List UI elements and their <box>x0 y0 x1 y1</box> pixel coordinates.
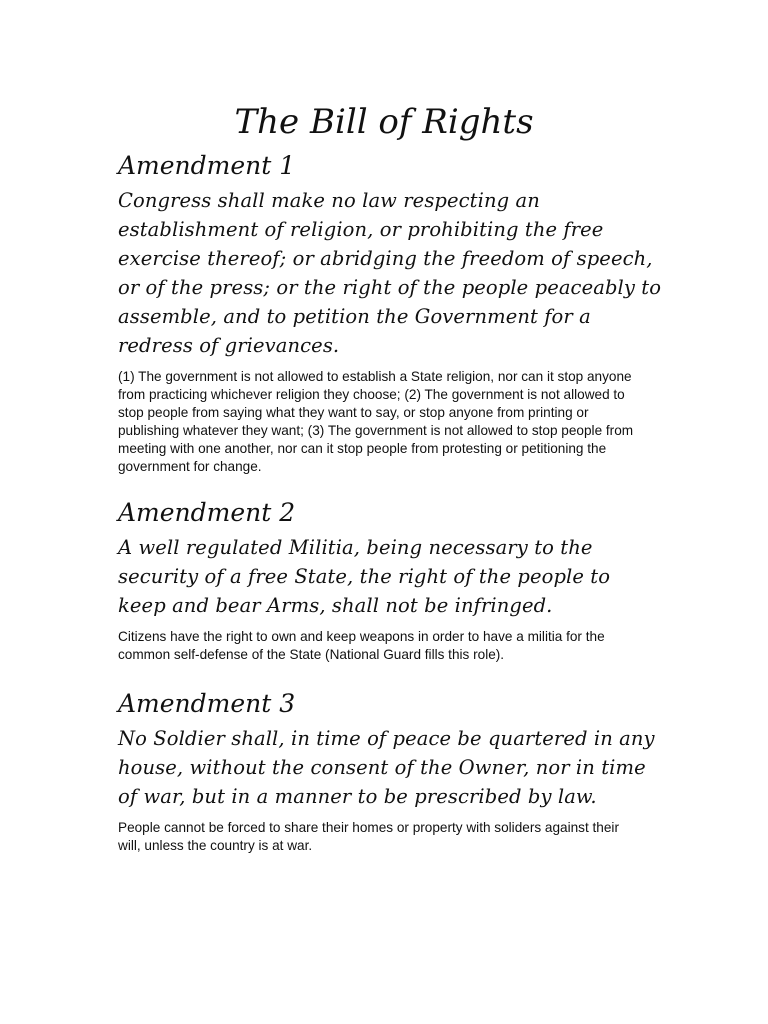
amendment-explanation: Citizens have the right to own and keep weapons in order to have a militia for the common self-defense of the State (National Guard fills this role). <box>118 629 605 662</box>
amendment-3-section <box>118 688 663 855</box>
amendment-2-section <box>118 497 663 664</box>
amendment-text: A well regulated Militia, being necessary to the security of a free State, the right of the people to keep and bear Arms, shall not be infringed. <box>118 536 611 617</box>
amendment-explanation: (1) The government is not allowed to establish a State religion, nor can it stop anyone from practicing whichever religion they choose; (2) The government is not allowed to stop people from saying what they want to say, or stop anyone from printing or publishing whatever they want; (3) The government is not allowed to stop people from meeting with one another, nor can it stop people from protesting or petitioning the government for change. <box>118 369 634 474</box>
amendment-text: Congress shall make no law respecting an establishment of religion, or prohibiting the free exercise thereof; or abridging the freedom of speech, or of the press; or the right of the people peaceably to assemble, and to petition the Government for a redress of grievances. <box>118 189 662 357</box>
amendment-explanation: People cannot be forced to share their homes or property with soliders against their will, unless the country is at war. <box>118 820 619 853</box>
amendment-1-section <box>118 150 663 476</box>
amendment-heading: Amendment 2 <box>118 498 296 527</box>
amendment-heading: Amendment 3 <box>118 689 296 718</box>
amendment-heading: Amendment 1 <box>118 151 296 180</box>
document-title: The Bill of Rights <box>234 102 534 142</box>
amendment-text: No Soldier shall, in time of peace be quartered in any house, without the consent of the Owner, nor in time of war, but in a manner to be prescribed by law. <box>118 727 655 808</box>
